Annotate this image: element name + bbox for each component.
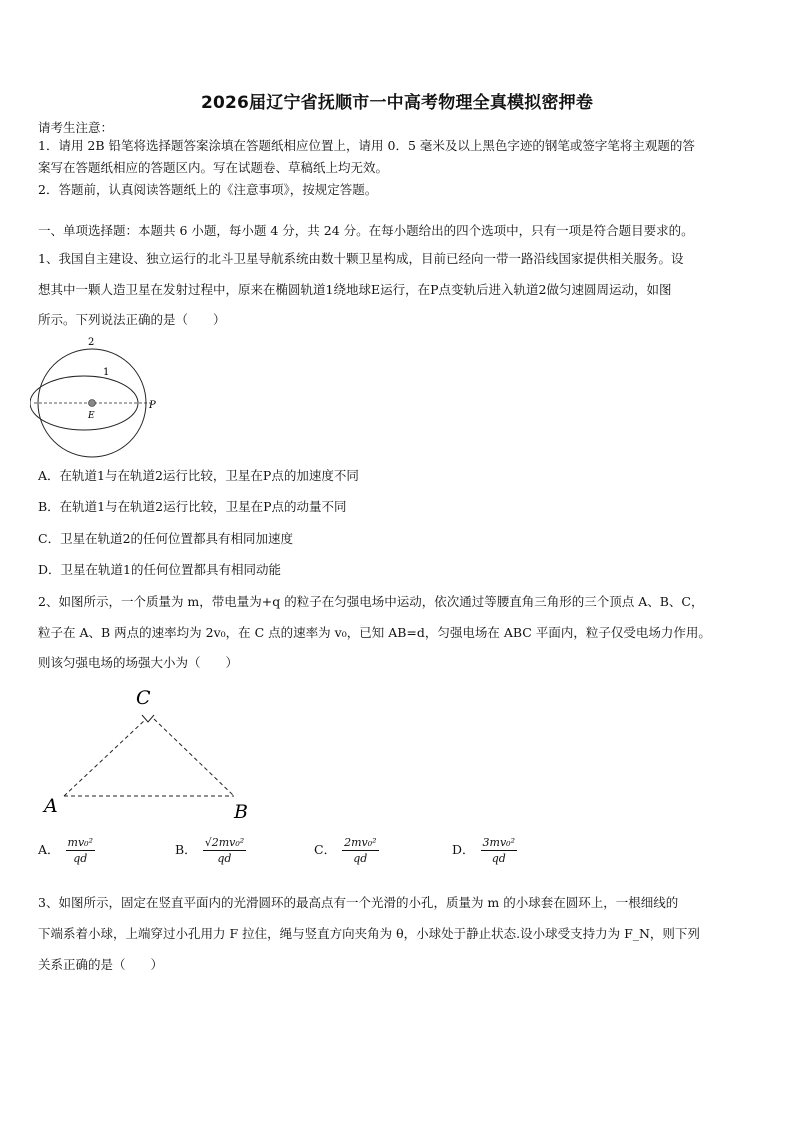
q2-option-b	[175, 836, 246, 865]
q2-option-c-letter: C．	[314, 842, 337, 857]
q2-text-line-3: 则该匀强电场的场强大小为（ ）	[38, 655, 239, 670]
orbit-1-label: 1	[103, 367, 110, 378]
q1-text-line-3: 所示。下列说法正确的是（ ）	[38, 312, 226, 327]
side-ac	[64, 719, 146, 796]
earth-dot	[89, 400, 96, 407]
notice-item-1-line-1: 1．请用 2B 铅笔将选择题答案涂填在答题纸相应位置上，请用 0．5 毫米及以上黑色字迹的钢笔或签字笔将主观题的答	[38, 138, 695, 153]
vertex-c-label: C	[136, 687, 151, 709]
q2-option-d-letter: D．	[452, 842, 475, 857]
notice-item-2: 2．答题前，认真阅读答题纸上的《注意事项》，按规定答题。	[38, 182, 378, 197]
q1-text-line-2: 想其中一颗人造卫星在发射过程中，原来在椭圆轨道1绕地球E运行，在P点变轨后进入轨道2做匀速圆周运动，如图	[38, 282, 672, 297]
notice-item-1-line-2: 案写在答题纸相应的答题区内。写在试题卷、草稿纸上均无效。	[38, 160, 389, 175]
q3-text-line-2: 下端系着小球，上端穿过小孔用力 F 拉住，绳与竖直方向夹角为 θ，小球处于静止状态.设小球受支持力为 F_N，则下列	[38, 926, 700, 941]
q2-option-d	[452, 836, 517, 865]
point-p-label: P	[149, 400, 156, 411]
q2-text-line-1: 2、如图所示，一个质量为 m，带电量为+q 的粒子在匀强电场中运动，依次通过等腰直角三角形的三个顶点 A、B、C，	[38, 594, 704, 609]
orbit-2-label: 2	[88, 337, 95, 348]
orbit-diagram	[30, 334, 170, 458]
q2-text-line-2: 粒子在 A、B 两点的速率均为 2v₀，在 C 点的速率为 v₀，已知 AB=d，匀强电场在 ABC 平面内，粒子仅受电场力作用。	[38, 625, 711, 640]
q1-option-a: A．在轨道1与在轨道2运行比较，卫星在P点的加速度不同	[38, 468, 359, 483]
exam-title: 2026届辽宁省抚顺市一中高考物理全真模拟密押卷	[200, 93, 594, 113]
q2-option-d-denominator: qd	[491, 852, 506, 865]
q1-option-b: B．在轨道1与在轨道2运行比较，卫星在P点的动量不同	[38, 499, 347, 514]
q2-option-c	[314, 836, 379, 865]
vertex-a-label: A	[44, 795, 58, 817]
q2-option-c-numerator: 2mv₀²	[344, 836, 377, 849]
q2-option-d-numerator: 3mv₀²	[482, 836, 515, 849]
q2-option-a-numerator: mv₀²	[67, 836, 93, 849]
q2-option-c-denominator: qd	[353, 852, 368, 865]
q2-option-b-denominator: qd	[217, 852, 232, 865]
q2-option-a-fraction	[66, 836, 95, 865]
q3-text-line-3: 关系正确的是（ ）	[38, 957, 164, 972]
section-1-heading: 一、单项选择题：本题共 6 小题，每小题 4 分，共 24 分。在每小题给出的四个选项中，只有一项是符合题目要求的。	[38, 223, 694, 238]
q2-option-b-fraction	[203, 836, 246, 865]
triangle-diagram	[36, 682, 266, 822]
q2-option-a	[38, 836, 95, 865]
q2-option-d-fraction	[481, 836, 517, 865]
notice-heading: 请考生注意：	[38, 120, 114, 135]
q2-option-a-letter: A．	[38, 842, 60, 857]
right-angle-mark	[142, 715, 154, 722]
vertex-b-label: B	[234, 801, 248, 822]
q2-option-b-numerator: √2mv₀²	[204, 836, 245, 849]
q1-option-c: C．卫星在轨道2的任何位置都具有相同加速度	[38, 531, 294, 546]
q2-option-a-denominator: qd	[73, 852, 88, 865]
q3-text-line-1: 3、如图所示，固定在竖直平面内的光滑圆环的最高点有一个光滑的小孔，质量为 m 的小球套在圆环上，一根细线的	[38, 895, 679, 910]
q1-text-line-1: 1、我国自主建设、独立运行的北斗卫星导航系统由数十颗卫星构成，目前已经向一带一路沿线国家提供相关服务。设	[38, 251, 684, 266]
side-cb	[154, 719, 234, 796]
q2-option-c-fraction	[342, 836, 378, 865]
earth-label: E	[88, 411, 95, 421]
q2-option-b-letter: B．	[175, 842, 197, 857]
q1-option-d: D．卫星在轨道1的任何位置都具有相同动能	[38, 562, 281, 577]
